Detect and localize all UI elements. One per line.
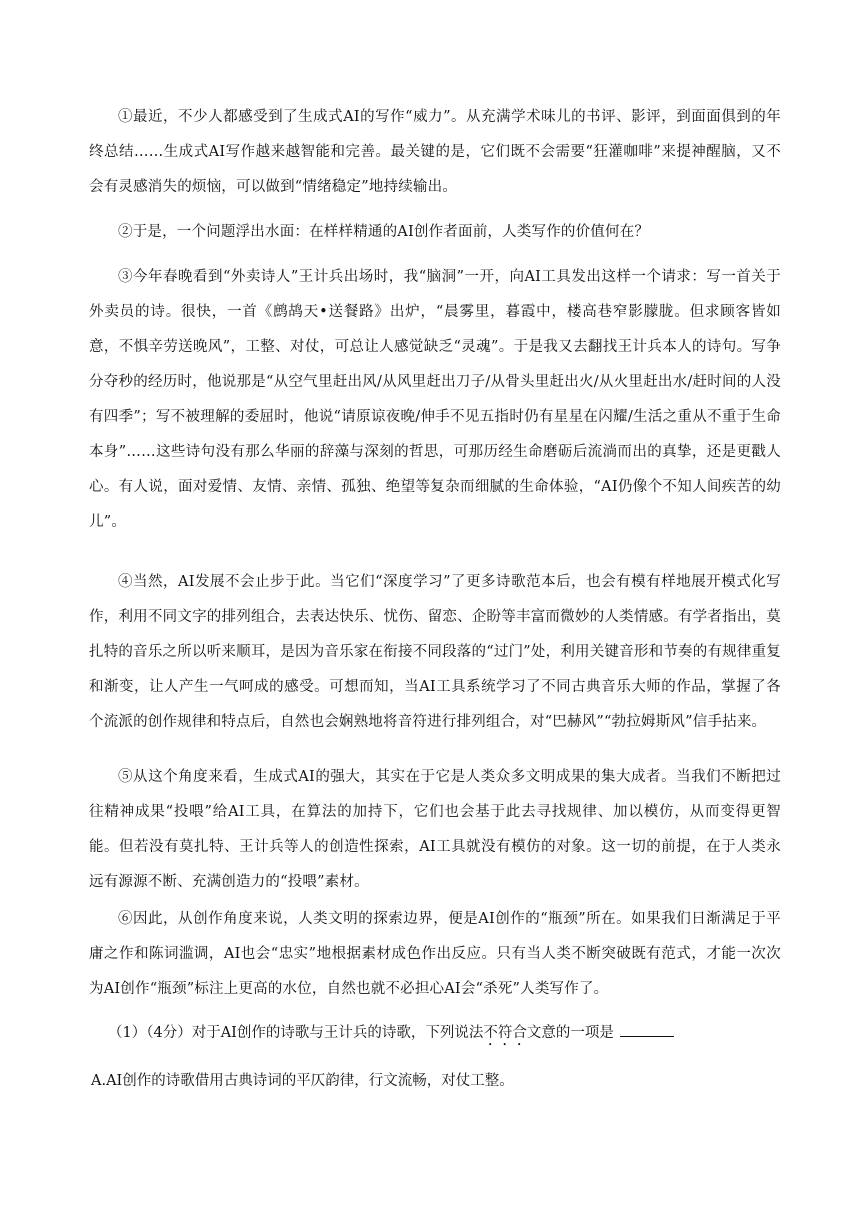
paragraph-5: ⑤从这个角度来看，生成式AI的强大，其实在于它是人类众多文明成果的集大成者。当我们不断把过往精神成果“投喂”给AI工具，在算法的加持下，它们也会基于此去寻找规律、加以模仿，从而变得更智能。但若没有莫扎特、王计兵等人的创造性探索，AI工具就没有模仿的对象。这一切的前提，在于人类永远有源源不断、充满创造力的“投喂”素材。 bbox=[89, 769, 781, 890]
paragraph-2: ②于是，一个问题浮出水面：在样样精通的AI创作者面前，人类写作的价值何在？ bbox=[118, 224, 650, 240]
question-1 bbox=[108, 1018, 674, 1049]
question-prefix: （1）（4分）对于AI创作的诗歌与王计兵的诗歌，下列说法 bbox=[108, 1025, 484, 1041]
question-emphasis: 不符合 bbox=[483, 1025, 527, 1041]
paragraph-4: ④当然，AI发展不会止步于此。当它们“深度学习”了更多诗歌范本后，也会有模有样地展开模式化写作，利用不同文字的排列组合，去表达快乐、忧伤、留恋、企盼等丰富而微妙的人类情感。有学者指出，莫扎特的音乐之所以听来顺耳，是因为音乐家在衔接不同段落的“过门”处，利用关键音形和节奏的有规律重复和渐变，让人产生一气呵成的感受。可想而知，当AI工具系统学习了不同古典音乐大师的作品，掌握了各个流派的创作规律和特点后，自然也会娴熟地将音符进行排列组合，对“巴赫风”“勃拉姆斯风”信手拈来。 bbox=[89, 574, 781, 730]
option-a: A.AI创作的诗歌借用古典诗词的平仄韵律，行文流畅，对仗工整。 bbox=[91, 1073, 514, 1089]
answer-blank bbox=[620, 1022, 674, 1037]
paragraph-6: ⑥因此，从创作角度来说，人类文明的探索边界，便是AI创作的“瓶颈”所在。如果我们日渐满足于平庸之作和陈词滥调，AI也会“忠实”地根据素材成色作出反应。只有当人类不断突破既有范式，才能一次次为AI创作“瓶颈”标注上更高的水位，自然也就不必担心AI会“杀死”人类写作了。 bbox=[89, 911, 781, 997]
paragraph-3: ③今年春晚看到“外卖诗人”王计兵出场时，我“脑洞”一开，向AI工具发出这样一个请求：写一首关于外卖员的诗。很快，一首《鹧鸪天•送餐路》出炉，“晨雾里，暮霞中，楼高巷窄影朦胧。但求顾客皆如意，不惧辛劳送晚风”，工整、对仗，可总让人感觉缺乏“灵魂”。于是我又去翻找王计兵本人的诗句。写争分夺秒的经历时，他说那是“从空气里赶出风/从风里赶出刀子/从骨头里赶出火/从火里赶出水/赶时间的人没有四季”；写不被理解的委屈时，他说“请原谅夜晚/伸手不见五指时仍有星星在闪耀/生活之重从不重于生命本身”……这些诗句没有那么华丽的辞藻与深刻的哲思，可那历经生命磨砺后流淌而出的真挚，还是更戳人心。有人说，面对爱情、友情、亲情、孤独、绝望等复杂而细腻的生命体验，“AI仍像个不知人间疾苦的幼儿”。 bbox=[89, 269, 781, 530]
question-suffix: 文意的一项是 bbox=[526, 1025, 614, 1041]
paragraph-1: ①最近，不少人都感受到了生成式AI的写作“威力”。从充满学术味儿的书评、影评，到面面俱到的年终总结……生成式AI写作越来越智能和完善。最关键的是，它们既不会需要“狂灌咖啡”来提神醒脑，又不会有灵感消失的烦恼，可以做到“情绪稳定”地持续输出。 bbox=[89, 109, 781, 195]
